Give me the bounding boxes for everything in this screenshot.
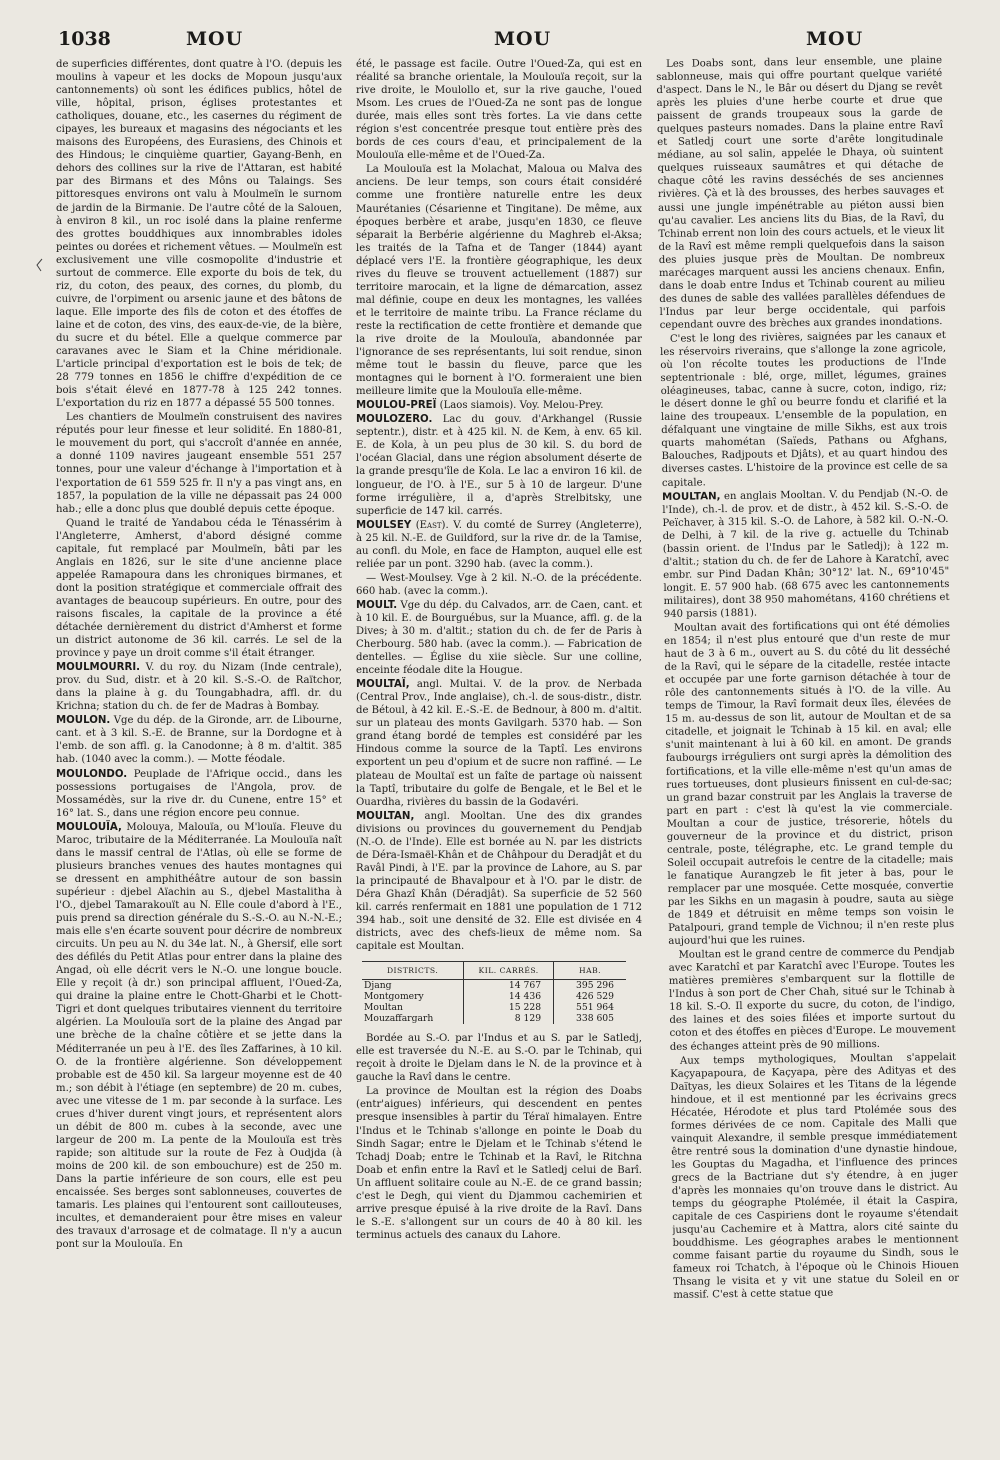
page-header	[58, 28, 960, 54]
paragraph: C'est le long des rivières, saignées par les canaux et les réservoirs riverains, que s'allonge la zone agricole, où l'on récolte toutes les productions de l'Inde septentrionale : blé, orge, millet, légumes, graines oléagineuses, tabac, canne à sucre, coton, indigo, riz; le désert donne le ghî ou beurre fondu et clarifié et la laine des troupeaux. L'ensemble de la population, en défalquant une vingtaine de mille Sikhs, est aux trois quarts mahométan (Saïeds, Pathans ou Afghans, Balouches, Radjpouts et Djâts), et au quart hindou des diverses castes. L'histoire de la province est celle de sa capitale.	[660, 329, 948, 489]
running-head-left: MOU	[186, 28, 244, 50]
table-row	[362, 1013, 626, 1024]
column-header-districts: DISTRICTS.	[362, 962, 464, 980]
paragraph: été, le passage est facile. Outre l'Oued-Za, qui est en réalité sa branche orientale, la Moulouïa reçoit, sur la rive droite, le Moulollo et, sur la rive gauche, l'oued Msom. Les crues de l'Oued-Za ne sont pas de longue durée, mais elles sont très fortes. La vie dans cette région s'est concentrée presque tout entière près des bords de ces cours d'eau, et principalement de la Moulouïa elle-même et de l'Oued-Za.	[356, 59, 642, 162]
entry-headword: MOULOUÏA,	[56, 821, 122, 833]
paragraph: Les Doabs sont, dans leur ensemble, une plaine sablonneuse, mais qui offre pourtant quelque variété d'aspect. Dans le N., le Bâr ou désert du Djang se revêt après les pluies d'une herbe courte et drue que paissent de grands troupeaux sous la garde de quelques pasteurs nomades. Dans la plaine entre Ravî et Satledj court une sorte d'arête longitudinale médiane, au sol salin, appelée le Dhaya, où suintent quelques ruisseaux saumâtres et qui détache de chaque côté les ravins desséchés de ses anciennes rivières. Çà et là des brousses, des herbes sauvages et aussi une jungle impénétrable au piéton aussi bien qu'au cavalier. Les anciens lits du Bias, de la Ravî, du Tchinab errent non loin des cours actuels, et le vieux lit de la Ravî est même rempli quelquefois dans la saison des pluies jusque près de Moultan. De nombreux marécages marquent aussi les anciens chenaux. Enfin, dans le doab entre Indus et Tchinab courent au milieu des dunes de sable des vallées parallèles défendues de l'Indus par leur berge occidentale, qui parfois cependant ouvre des brèches aux grandes inondations.	[656, 55, 946, 331]
district-population: 395 296	[554, 980, 626, 992]
paragraph: La Moulouïa est la Molachat, Maloua ou Malva des anciens. De leur temps, son cours était considéré comme une frontière naturelle entre les deux Maurétanies (Césarienne et Tingitane). De même, aux époques berbère et arabe, jusqu'en 1830, ce fleuve séparait la Berbérie algérienne du Maghreb el-Aksa; les traités de la Tafna et de Tanger (1844) ayant déplacé vers l'E. la frontière géographique, les deux rives du fleuve se trouvent actuellement (1887) sur territoire marocain, et la ligne de démarcation, assez mal définie, coupe en deux les montagnes, les vallées et le territoire de mainte tribu. La France réclame du reste la rectification de cette frontière et demande que la rive droite de la Moulouïa, abandonnée par l'ignorance de ses représentants, lui soit rendue, sinon même tout le bassin du fleuve, parce que les montagnes qui le bornent à l'O. formeraient une bien meilleure limite que la Moulouïa elle-même.	[356, 164, 642, 398]
paragraph: Bordée au S.-O. par l'Indus et au S. par le Satledj, elle est traversée du N.-E. au S.-O. par le Tchinab, qui reçoit à droite le Djelam dans le N. de la province et à gauche la Ravî dans le centre.	[356, 1033, 642, 1084]
entry-headword: MOULTAN,	[356, 810, 415, 822]
paragraph: Moultan est le grand centre de commerce du Pendjab avec Karatchî et par Karatchî avec l'Europe. Toutes les matières premières s'embarquent sur la flottille de l'Indus à son port de Cher Chah, situé sur le Tchinab à 18 kil. S.-O. Il exporte du sucre, du coton, de l'indigo, des laines et des soies filées et importe surtout du coton et des étoffes en pièces d'Europe. Le mouvement des échanges atteint près de 90 millions.	[668, 946, 956, 1053]
sub-entry: — West-Moulsey. Vge à 2 kil. N.-O. de la précédente. 660 hab. (avec la comm.).	[356, 572, 642, 597]
entry-headword: MOULOZERO.	[356, 414, 433, 426]
entry-headword: MOULT.	[356, 599, 398, 611]
entry-text: Lac du gouv. d'Arkhangel (Russie septentr.), distr. et à 425 kil. N. de Kem, à env. 65 kil. E. de Kola, à un peu plus de 30 kil. S. du bord de l'océan Glacial, dans une région absolument déserte de la grande presqu'île de Kola. Le lac a environ 16 kil. de longueur, de l'O. à l'E., sur 5 à 10 de largeur. D'une forme irrégulière, il a, d'après Strelbitsky, une superficie de 147 kil. carrés.	[356, 414, 642, 517]
entry-qualifier: (East).	[415, 519, 449, 531]
running-head-center: MOU	[494, 28, 552, 50]
district-area: 15 228	[464, 1002, 554, 1013]
entry-text: angl. Mooltan. Une des dix grandes divisions ou provinces du gouvernement du Pendjab (N.-O. de l'Inde). Elle est bornée au N. par les districts de Déra-Ismaël-Khân et de Châhpour du Deradjât et du Ravâl Pindi, à l'E. par la province de Lahore, au S. par la principauté de Bhavalpour et à l'O. par le distr. de Déra Ghazî Khân (Déradjât). Sa superficie de 52 560 kil. carrés renfermait en 1881 une population de 1 712 394 hab., soit une densité de 32. Elle est divisée en 4 districts, avec des chefs-lieux de même nom. Sa capitale est Moultan.	[356, 810, 642, 953]
table-row	[362, 991, 626, 1002]
paragraph: Aux temps mythologiques, Moultan s'appelait Kaçyapapoura, de Kaçyapa, père des Adityas et des Daïtyas, les dieux Solaires et les Titans de la légende hindoue, et il est mentionné par les écrivains grecs Hécatée, Hérodote et plus tard Ptolémée sous des formes dérivées de ce nom. Capitale des Malli que vainquit Alexandre, il semble presque immédiatement être rentré sous la domination d'une dynastie hindoue, les Gouptas du Magadha, et l'influence des princes grecs de la Bactriane dut s'y étendre, à en juger d'après les monnaies qu'on trouve dans le district. Au temps du géographe Ptolémée, il était la Caspira, capitale de ces Caspiriens dont le royaume s'étendait jusqu'au Cachemire et à Mattra, alors cité sainte du bouddhisme. Les géographes arabes le mentionnent comme faisant partie du royaume du Sindh, sous le fameux roi Tchatch, à l'époque où le Chinois Hiouen Thsang le visita et y vit une statue du Soleil en or massif. C'est à cette statue que	[670, 1051, 960, 1302]
entry-headword: MOULONDO.	[56, 768, 128, 780]
entry-text: angl. Multai. V. de la prov. de Nerbada (Central Prov., Inde anglaise), ch.-l. de sous-distr., distr. de Bétoul, à 42 kil. E.-S.-E. de Bednour, à 800 m. d'altit. sur un plateau des monts Gavilgarh. 5370 hab. — Son grand étang bordé de temples est considéré par les Hindous comme la source de la Taptî. Les environs exportent un peu d'opium et de sucre non raffiné. — Le plateau de Moultaï est un faîte de partage où naissent la Taptî, tributaire du golfe de Bengale, et le Bel et le Ouardha, rivières du bassin de la Godavéri.	[356, 679, 642, 808]
entry-headword: MOULOU-PREÏ	[356, 400, 437, 412]
column-right	[656, 54, 961, 1448]
table-header-row	[362, 962, 626, 980]
entry-headword: MOULMOURRI.	[56, 662, 140, 674]
paragraph: La province de Moultan est la région des Doabs (entr'aigues) inférieurs, qui descendent en pentes presque insensibles à partir du Téraï himalayen. Entre l'Indus et le Tchinab s'allonge en pointe le Doab du Sindh Sagar; entre le Djelam et le Tchinab s'étend le Tchadj Doab; entre le Tchinab et la Ravî, le Ritchna Doab et enfin entre la Ravî et le Satledj celui de Barî. Un affluent solitaire coule au N.-E. de ce grand bassin; c'est le Degh, qui vient du Djammou cachemirien et arrive presque épuisé à la rive droite de la Ravî. Dans le S.-E. s'allongent sur un cours de 40 à 80 kil. les terminus actuels des canaux du Lahore.	[356, 1086, 642, 1241]
entry-moulsey	[356, 519, 642, 571]
entry-text: (Laos siamois). Voy. Melou-Prey.	[439, 400, 604, 412]
column-middle	[356, 58, 642, 1448]
entry-text: Vge du dép. de la Gironde, arr. de Libourne, cant. et à 3 kil. S.-E. de Branne, sur la Dordogne et à l'emb. de son affl. g. la Canodonne; à 8 m. d'altit. 385 hab. (1040 avec la comm.). — Motte féodale.	[56, 715, 342, 766]
page-number: 1038	[58, 28, 111, 50]
entry-moultai	[356, 678, 642, 808]
entry-moulou-prei	[356, 399, 642, 412]
district-population: 426 529	[554, 991, 626, 1002]
district-area: 8 129	[464, 1013, 554, 1024]
entry-headword: MOULSEY	[356, 519, 412, 531]
entry-text: V. du roy. du Nizam (Inde centrale), prov. du Sud, distr. et à 20 kil. S.-S.-O. de Raïtchor, dans la plaine à g. du Toungabhadra, affl. dr. du Krichna; station du ch. de fer de Madras à Bombay.	[56, 662, 342, 713]
table-row	[362, 980, 626, 992]
entry-moultan-city	[662, 487, 950, 621]
entry-text: Peuplade de l'Afrique occid., dans les possessions portugaises de l'Angola, prov. de Mossamédès, sur la rive dr. du Cunene, entre 15° et 16° lat. S., dans une région encore peu connue.	[56, 768, 342, 819]
district-name: Djang	[364, 980, 392, 992]
paragraph: de superficies différentes, dont quatre à l'O. (depuis les moulins à vapeur et les docks de Mopoun jusqu'aux cantonnements) où sont les édifices publics, hôtel de ville, hôpital, prison, églises protestantes et catholiques, douane, etc., les casernes du régiment de cipayes, les bureaux et magasins des négociants et les maisons des Européens, des Eurasiens, des Chinois et des Hindous; le cinquième quartier, Gayang-Benh, en dehors des collines sur la rive de l'Attaran, est habité par des Birmans et des Môns ou Talaings. Ses pittoresques environs ont valu à Moulmeïn le surnom de jardin de la Birmanie. De l'autre côté de la Salouen, à environ 8 kil., un roc isolé dans la plaine renferme des grottes bouddhiques aux innombrables idoles peintes ou dorées et richement vêtues. — Moulmeïn est exclusivement une ville cosmopolite d'industrie et surtout de commerce. Elle exporte du bois de tek, du riz, du coton, des peaux, des cornes, du plomb, du cuivre, de l'orpiment ou arsenic jaune et des bâtons de laque. Elle importe des fils de coton et des étoffes de laine et de coton, des vins, des eaux-de-vie, de la bière, du sucre et du bétel. Elle a quelque commerce par caravanes avec le Siam et la Chine méridionale. L'article principal d'exportation est le bois de tek; de 28 779 tonnes en 1856 le chiffre d'expédition de ce bois s'était élevé en 1877-78 à 125 242 tonnes. L'exportation du riz en 1877 a dépassé 55 500 tonnes.	[56, 59, 342, 410]
paragraph: Moultan avait des fortifications qui ont été démolies en 1854; il n'est plus entouré que d'un reste de mur haut de 3 à 6 m., ouvert au S. du côté du lit desséché de la Ravî, qui le sépare de la citadelle, restée intacte et occupée par une forte garnison détachée à tour de rôle des cantonnements situés à l'O. de la ville. Au temps de Timour, la Ravî formait deux îles, élevées de 15 m. au-dessus de son lit, autour de Moultan et de sa citadelle, et joignait le Tchinab à 15 kil. en aval; elle s'unit maintenant à lui à 60 kil. en amont. De grands faubourgs irréguliers ont surgi après la démolition des fortifications, et la ville elle-même n'est qu'un amas de rues tortueuses, dont plusieurs finissent en cul-de-sac; un grand bazar construit par les Anglais la traverse de part en part : c'est là qu'est la vie commerciale. Moultan a cour de justice, trésorerie, hôtels du gouverneur de la province et du district, prison centrale, poste, télégraphe, etc. Le grand temple du Soleil occupait autrefois le centre de la citadelle; mais le fanatique Aurangzeb le fit jeter à bas, pour le remplacer par une mosquée. Cette mosquée, convertie par les Sikhs en un magasin à poudre, sauta au siège de 1849 et détruisit en même temps son voisin le Patalpouri, grand temple de Vichnou; il n'en reste plus aujourd'hui que les ruines.	[664, 618, 955, 948]
entry-moulondo	[56, 768, 342, 820]
column-header-population: HAB.	[554, 962, 626, 980]
paragraph: Les chantiers de Moulmeïn construisent des navires réputés pour leur finesse et leur solidité. En 1880-81, le mouvement du port, qui s'accroît d'année en année, a donné 1109 navires jaugeant ensemble 551 257 tonnes, pour une valeur d'échange à l'importation et à l'exportation de 61 559 525 fr. Il n'y a pas vingt ans, en 1857, la population de la ville ne dépassait pas 24 000 hab.; elle a donc plus que doublé depuis cette époque.	[56, 412, 342, 515]
district-name: Mouzaffargarh	[364, 1013, 434, 1025]
entry-text: Vge du dép. du Calvados, arr. de Caen, cant. et à 10 kil. E. de Bourguébus, sur la Muance, affl. g. de la Dives; à 30 m. d'altit.; station du ch. de fer de Paris à Cherbourg. 580 hab. (avec la comm.). — Fabrication de dentelles. — Église du xiie siècle. Sur une colline, enceinte féodale dite la Hougue.	[356, 599, 642, 677]
entry-moulozero	[356, 413, 642, 517]
running-head-right: MOU	[806, 28, 864, 50]
districts-table	[362, 961, 626, 1024]
entry-moult	[356, 599, 642, 677]
entry-moulmourri	[56, 661, 342, 713]
margin-bracket-mark	[32, 258, 46, 272]
entry-moultan-province	[356, 810, 642, 954]
district-population: 551 964	[554, 1002, 626, 1013]
table-row	[362, 1002, 626, 1013]
entry-text: V. du comté de Surrey (Angleterre), à 25 kil. N.-E. de Guildford, sur la rive dr. de la Tamise, au confl. du Mole, en face de Hampton, auquel elle est reliée par un pont. 3290 hab. (avec la comm.).	[356, 519, 642, 570]
district-area: 14 767	[464, 980, 554, 992]
entry-moulouia	[56, 821, 342, 1252]
entry-headword: MOULON.	[56, 715, 111, 727]
paragraph: Quand le traité de Yandabou céda le Ténassérim à l'Angleterre, Amherst, d'abord désigné comme capitale, fut remplacé par Moulmeïn, bâti par les Anglais en 1826, sur le site d'une ancienne place appelée Ramapoura dans les chroniques birmanes, et dont la position stratégique et commerciale offrait des avantages de beaucoup supérieurs. En outre, pour des raisons fiscales, la capitale de la province a été détachée dernièrement du district d'Amherst et forme un district autonome de 36 kil. carrés. Le sel de la province y paye un droit comme s'il était étranger.	[56, 517, 342, 660]
district-population: 338 605	[554, 1013, 626, 1024]
entry-moulon	[56, 714, 342, 766]
entry-text: Molouya, Malouïa, ou M'louïa. Fleuve du Maroc, tributaire de la Méditerranée. La Moulouïa naît dans le massif central de l'Atlas, où elle se forme de plusieurs branches venues des hautes montagnes qui se dressent en amphithéâtre autour de son bassin supérieur : djebel Aïachin au S., djebel Mastalitha à l'O., djebel Tamarakouït au N. Elle coule d'abord à l'E., puis prend sa direction générale du S.-S.-O. au N.-N.-E.; mais elle s'en écarte souvent pour décrire de nombreux circuits. Un peu au N. du 34e lat. N., à Ghersif, elle sort des défilés du Petit Atlas pour entrer dans la plaine des Angad, où elle décrit vers le N.-O. une longue boucle. Elle y reçoit (à dr.) son principal affluent, l'Oued-Za, qui draine la plaine entre le Chott-Gharbi et le Chott-Tigri et dont quelques tributaires viennent du territoire algérien. La Moulouïa sort de la plaine des Angad par une brèche de la chaîne côtière et se jette dans la Méditerranée un peu à l'E. des îles Zaffarines, à 10 kil. O. de la frontière algérienne. Son développement probable est de 450 kil. Sa largeur moyenne est de 40 m.; son débit à l'étiage (en septembre) de 20 m. cubes, avec une vitesse de 1 m. par seconde à la surface. Les crues d'hiver durent vingt jours, et représentent alors un débit de 800 m. cubes à la seconde, avec une largeur de 200 m. La pente de la Moulouïa est très rapide; son altitude sur la route de Fez à Oudjda (à moins de 200 kil. de son embouchure) est de 250 m. Dans la partie inférieure de son cours, elle est peu encaissée. Ses berges sont sablonneuses, couvertes de tamaris. Les plaines qui l'entourent sont caillouteuses, incultes, et demanderaient pour être mises en valeur des travaux d'arrosage et de colmatage. Il n'y a aucun pont sur la Moulouïa. En	[56, 821, 342, 1251]
district-area: 14 436	[464, 991, 554, 1002]
entry-headword: MOULTAN,	[662, 490, 721, 503]
column-header-area: KIL. CARRÉS.	[464, 962, 554, 980]
column-left	[56, 58, 342, 1448]
entry-text: en anglais Mooltan. V. du Pendjab (N.-O. de l'Inde), ch.-l. de prov. et de distr., à 452 kil. S.-S.-O. de Peïchaver, à 315 kil. S.-O. de Lahore, à 582 kil. O.-N.-O. de Delhi, à 7 kil. de la rive g. actuelle du Tchinab (bassin orient. de l'Indus par le Satledj); à 122 m. d'altit.; station du ch. de fer de Lahore à Karatchî, avec embr. sur Pind Dadan Khân; 30°12' lat. N., 69°10'45" longit. E. 57 900 hab. (68 675 avec les cantonnements militaires), dont 38 950 mahométans, 4160 chrétiens et 940 parsis (1881).	[662, 487, 950, 620]
entry-headword: MOULTAÏ,	[356, 679, 410, 691]
district-name: Montgomery	[364, 991, 424, 1003]
district-name: Moultan	[364, 1002, 403, 1014]
